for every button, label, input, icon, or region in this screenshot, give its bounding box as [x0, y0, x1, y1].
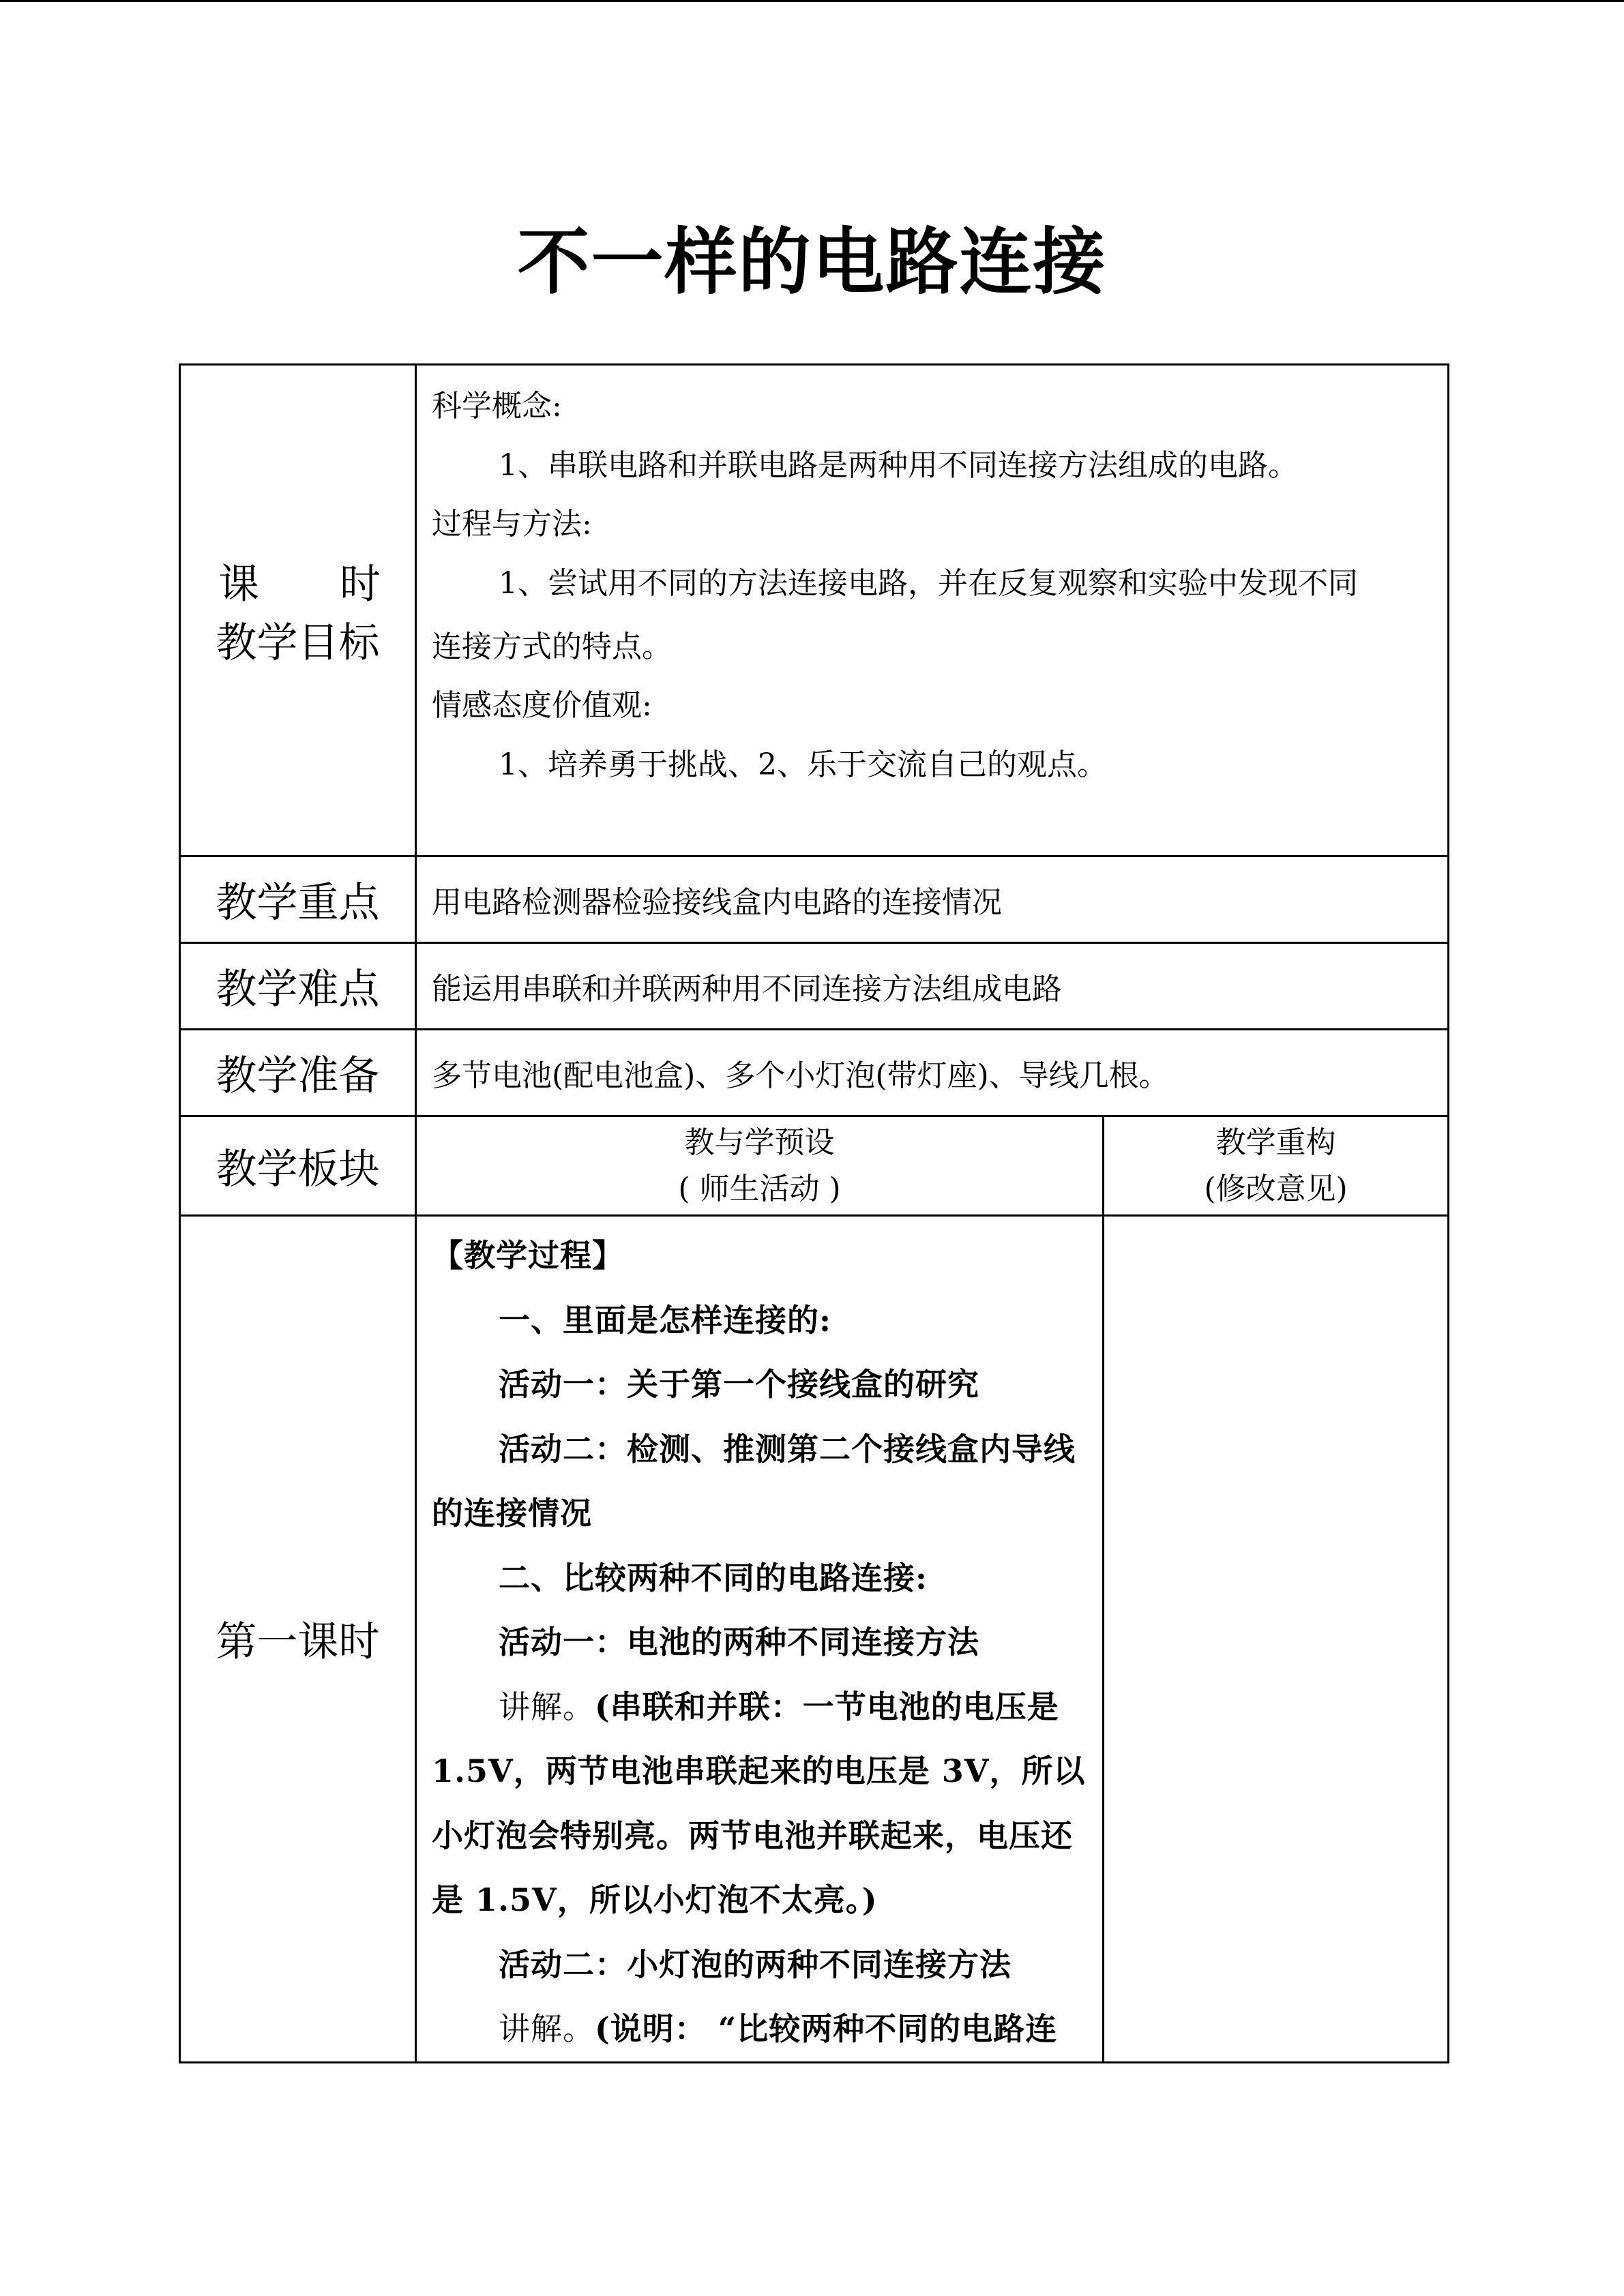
header-label: 教学板块 [180, 1116, 416, 1216]
goals-row [180, 365, 1449, 856]
method-heading: 过程与方法: [432, 507, 592, 541]
method-item: 1、尝试用不同的方法连接电路，并在反复观察和实验中发现不同 [499, 566, 1358, 601]
key-point-label: 教学重点 [180, 856, 416, 943]
explain-1 [432, 1675, 1090, 1740]
page-title: 不一样的电路连接 [517, 220, 1107, 304]
explain-2-text: (说明： “比较两种不同的电路连 [595, 2010, 1058, 2047]
lesson1-process [416, 1216, 1104, 2063]
explain-1-text: (串联和并联：一节电池的电压是 [595, 1688, 1059, 1725]
header-col2-line2: ( 师生活动 ) [678, 1171, 841, 1206]
section-2: 二、比较两种不同的电路连接: [499, 1559, 928, 1596]
emotion-item: 1、培养勇于挑战、2、乐于交流自己的观点。 [499, 747, 1107, 782]
key-point-value: 用电路检测器检验接线盒内电路的连接情况 [416, 856, 1449, 943]
difficulty-row [180, 943, 1449, 1030]
header-col3-line2: (修改意见) [1204, 1171, 1348, 1206]
goals-label [180, 365, 416, 856]
goals-label-line2: 教学目标 [216, 619, 380, 667]
emotion-heading: 情感态度价值观: [432, 688, 652, 723]
goals-content [416, 365, 1449, 856]
header-col2-line1: 教与学预设 [684, 1124, 835, 1160]
preparation-label: 教学准备 [180, 1030, 416, 1116]
lesson-plan-table [179, 363, 1449, 2063]
header-col3 [1104, 1116, 1449, 1216]
process-heading: 【教学过程】 [432, 1237, 624, 1274]
section-1: 一、里面是怎样连接的: [499, 1301, 831, 1339]
concept-item: 1、串联电路和并联电路是两种用不同连接方法组成的电路。 [499, 448, 1298, 483]
goals-label-char2: 时 [340, 561, 381, 608]
key-point-row [180, 856, 1449, 943]
activity-2: 活动二：检测、推测第二个接线盒内导线 [499, 1430, 1076, 1467]
header-col2 [416, 1116, 1104, 1216]
page-top-border [0, 0, 1624, 2]
preparation-row [180, 1030, 1449, 1116]
lesson1-revision [1104, 1216, 1449, 2063]
explain-1-prefix: 讲解。 [499, 1688, 595, 1725]
goals-label-char1: 课 [218, 561, 259, 608]
explain-1-cont-3: 是 1.5V，所以小灯泡不太亮。) [432, 1881, 878, 1918]
difficulty-label: 教学难点 [180, 943, 416, 1030]
preparation-value: 多节电池(配电池盒)、多个小灯泡(带灯座)、导线几根。 [416, 1030, 1449, 1116]
explain-2-prefix: 讲解。 [499, 2010, 595, 2047]
explain-2 [432, 1997, 1090, 2061]
lesson1-label: 第一课时 [180, 1216, 416, 2063]
concept-heading: 科学概念: [432, 389, 562, 423]
explain-1-cont-2: 小灯泡会特别亮。两节电池并联起来，电压还 [432, 1817, 1073, 1854]
header-col3-line1: 教学重构 [1215, 1124, 1336, 1160]
activity-2-cont: 的连接情况 [432, 1495, 592, 1532]
activity-1: 活动一：关于第一个接线盒的研究 [499, 1366, 979, 1403]
method-item-cont: 连接方式的特点。 [432, 629, 672, 664]
activity-4: 活动二：小灯泡的两种不同连接方法 [499, 1945, 1012, 1983]
activity-3: 活动一：电池的两种不同连接方法 [499, 1624, 979, 1660]
explain-1-cont-1: 1.5V，两节电池串联起来的电压是 3V，所以 [432, 1753, 1086, 1789]
header-row [180, 1116, 1449, 1216]
lesson1-row [180, 1216, 1449, 2063]
difficulty-value: 能运用串联和并联两种用不同连接方法组成电路 [416, 943, 1449, 1030]
